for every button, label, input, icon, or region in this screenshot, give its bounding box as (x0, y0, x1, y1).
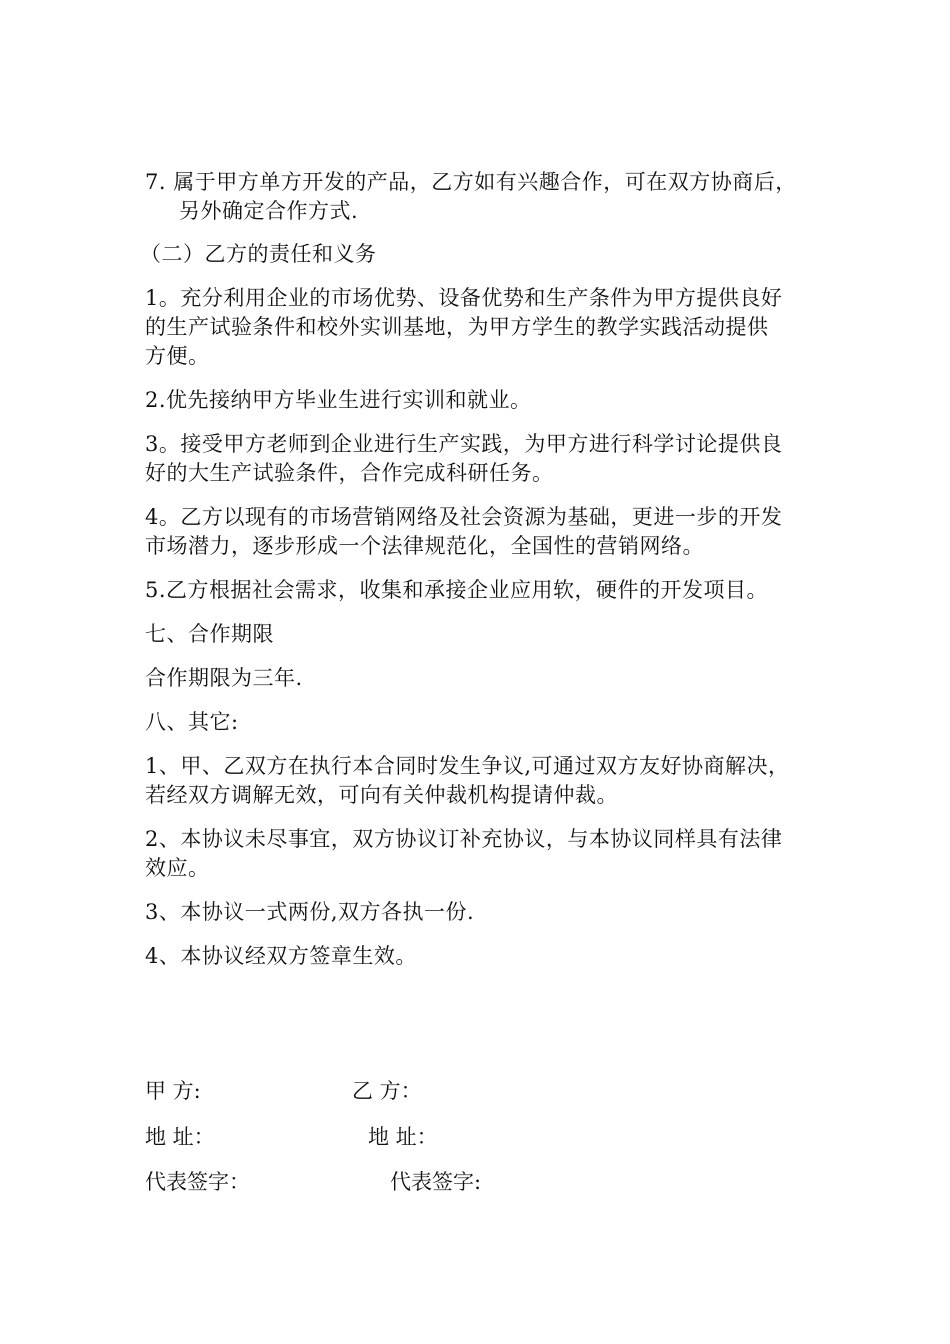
duty-1-line-3: 方便。 (145, 344, 210, 368)
other-2-line-2: 效应。 (145, 856, 210, 880)
section-7-heading: 七、合作期限 (145, 622, 274, 646)
other-1-line-2: 若经双方调解无效，可向有关仲裁机构提请仲裁。 (145, 783, 618, 807)
section-2-heading: （二）乙方的责任和义务 (140, 242, 377, 266)
duty-2-line-1: 2.优先接纳甲方毕业生进行实训和就业。 (145, 388, 532, 412)
representative-a-label: 代表签字： (145, 1170, 250, 1194)
address-a-label: 地 址： (145, 1125, 215, 1149)
clause-7-line-2: 另外确定合作方式. (179, 199, 359, 223)
address-b-label: 地 址： (368, 1125, 438, 1149)
other-4-line-1: 4、本协议经双方签章生效。 (145, 944, 417, 968)
duty-5-line-1: 5.乙方根据社会需求，收集和承接企业应用软，硬件的开发项目。 (145, 578, 769, 602)
clause-7-line-1: 7. 属于甲方单方开发的产品，乙方如有兴趣合作，可在双方协商后， (145, 170, 797, 194)
duty-1-line-2: 的生产试验条件和校外实训基地，为甲方学生的教学实践活动提供 (145, 315, 769, 339)
other-2-line-1: 2、本协议未尽事宜，双方协议订补充协议，与本协议同样具有法律 (145, 827, 783, 851)
duty-1-line-1: 1。充分利用企业的市场优势、设备优势和生产条件为甲方提供良好 (145, 286, 783, 310)
section-8-heading: 八、其它: (145, 710, 239, 734)
party-a-label: 甲 方: (145, 1079, 201, 1103)
party-b-label: 乙 方： (352, 1079, 422, 1103)
section-7-body: 合作期限为三年. (145, 666, 303, 690)
duty-3-line-1: 3。接受甲方老师到企业进行生产实践，为甲方进行科学讨论提供良 (145, 432, 783, 456)
duty-3-line-2: 好的大生产试验条件，合作完成科研任务。 (145, 461, 554, 485)
other-3-line-1: 3、本协议一式两份,双方各执一份. (145, 900, 475, 924)
duty-4-line-2: 市场潜力，逐步形成一个法律规范化，全国性的营销网络。 (145, 534, 704, 558)
other-1-line-1: 1、甲、乙双方在执行本合同时发生争议,可通过双方友好协商解决， (145, 754, 790, 778)
duty-4-line-1: 4。乙方以现有的市场营销网络及社会资源为基础，更进一步的开发 (145, 505, 783, 529)
representative-b-label: 代表签字: (390, 1170, 482, 1194)
